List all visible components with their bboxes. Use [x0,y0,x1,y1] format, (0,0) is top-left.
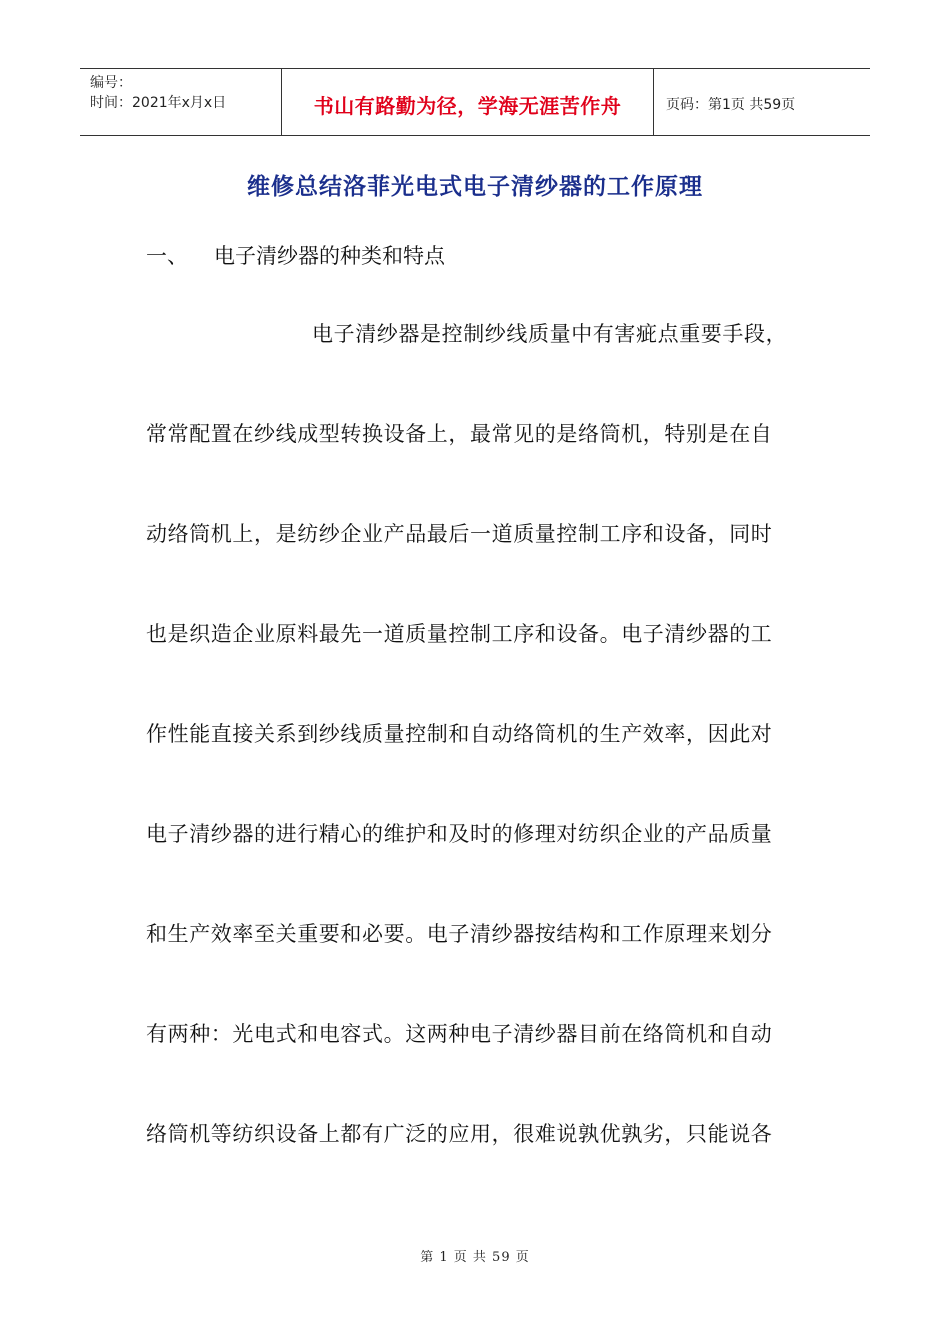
motto: 书山有路勤为径，学海无涯苦作舟 [282,69,654,135]
body-line: 也是织造企业原料最先一道质量控制工序和设备。电子清纱器的工 [146,622,773,646]
header-page-info: 页码：第1页 共59页 [666,97,796,113]
page-footer: 第 1 页 共 59 页 [420,1250,530,1265]
body-line: 常常配置在纱线成型转换设备上，最常见的是络筒机，特别是在自 [146,422,773,446]
number-label: 编号： [90,75,132,91]
body-line: 动络筒机上，是纺纱企业产品最后一道质量控制工序和设备，同时 [146,522,773,546]
section-number: 一、 [146,244,188,268]
header-meta-cell [80,69,282,135]
date-label: 时间：2021年x月x日 [90,95,227,111]
document-title: 维修总结洛菲光电式电子清纱器的工作原理 [247,174,703,200]
body-line: 络筒机等纺织设备上都有广泛的应用，很难说孰优孰劣，只能说各 [146,1122,773,1146]
section-heading-text: 电子清纱器的种类和特点 [214,244,445,268]
body-line: 和生产效率至关重要和必要。电子清纱器按结构和工作原理来划分 [146,922,773,946]
document-header [80,68,870,136]
body-line: 作性能直接关系到纱线质量控制和自动络筒机的生产效率，因此对 [146,722,773,746]
body-line: 电子清纱器的进行精心的维护和及时的修理对纺织企业的产品质量 [146,822,773,846]
body-line: 电子清纱器是控制纱线质量中有害疵点重要手段， [312,322,788,346]
body-line: 有两种：光电式和电容式。这两种电子清纱器目前在络筒机和自动 [146,1022,773,1046]
section-heading [146,240,445,270]
